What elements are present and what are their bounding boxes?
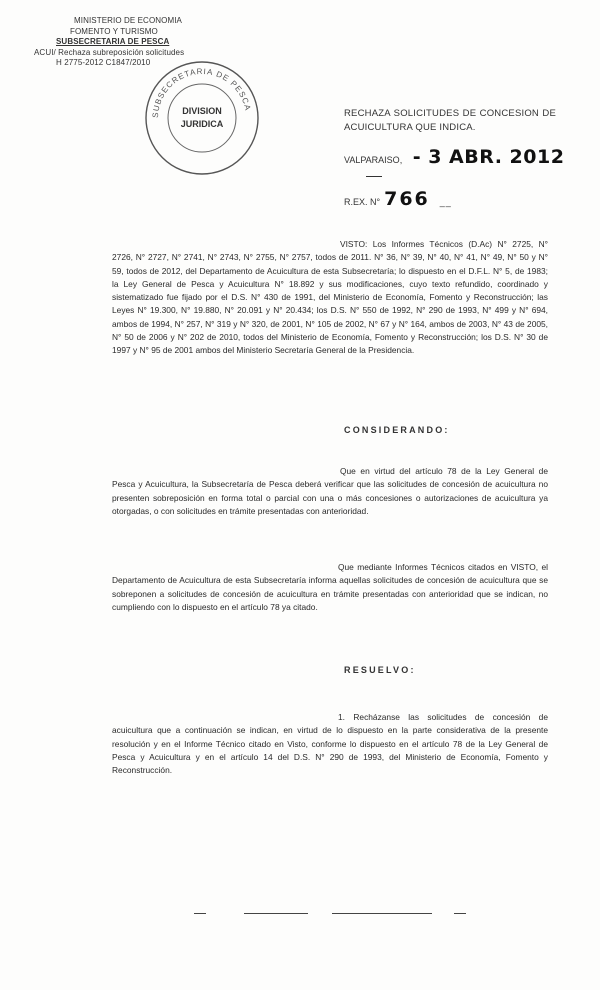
considerando-paragraph-1 <box>112 465 548 518</box>
considerando-1-text: Que en virtud del artículo 78 de la Ley General de Pesca y Acuicultura, la Subsecretaría de Pesca deberá verificar que las solicitudes de concesión de acuicultura no presenten sobreposición en forma total o parcial con una o más concesiones o autorizaciones de acuicultura ya otorgadas, o con solicitudes en trámite presentadas con anterioridad. <box>112 466 548 516</box>
ministry-subtitle: FOMENTO Y TURISMO <box>70 26 158 36</box>
resolution-number-line <box>344 188 452 210</box>
visto-text: VISTO: Los Informes Técnicos (D.Ac) N° 2725, N° 2726, N° 2727, N° 2741, N° 2743, N° 2755, N° 2757, todos de 2011. N° 36, N° 39, N° 40, N° 41, N° 49, N° 50 y N° 59, todos de 2012, del Departamento de Acuicultura de esta Subsecretaría; lo dispuesto en el D.F.L. N° 5, de 1983; la Ley General de Pesca y Acuicultura N° 18.892 y sus modificaciones, cuyo texto refundido, coordinado y sistematizado fue fijado por el D.S. N° 430 de 1991, del Ministerio de Economía, Fomento y Reconstrucción; las Leyes N° 19.300, N° 19.880, N° 20.091 y N° 20.434; los D.S. N° 550 de 1992, N° 290 de 1993, N° 499 y N° 694, ambos de 1994, N° 257, N° 319 y N° 320, de 2001, N° 105 de 2002, N° 67 y N° 164, ambos de 2003, N° 43 de 2005, N° 50 de 2006 y N° 202 de 2010, todos del Ministerio de Economía, Fomento y Reconstrucción; los D.S. N° 30 de 1997 y N° 95 de 2001 ambos del Ministerio Secretaría General de la Presidencia. <box>112 239 548 356</box>
stamp-center-line1: DIVISION <box>182 106 222 116</box>
rex-number: 766 <box>384 188 430 210</box>
resuelvo-1-text: 1. Recházanse las solicitudes de concesión de acuicultura que a continuación se indican, en virtud de lo dispuesto en la parte considerativa de la presente resolución y en el Informe Técnico citado en Visto, conforme lo dispuesto en el artículo 78 de la Ley General de Pesca y Acuicultura y en el artículo 14 del D.S. N° 290 de 1993, del Ministerio de Economía, Fomento y Reconstrucción. <box>112 712 548 776</box>
footer-rule <box>454 913 466 914</box>
short-rule <box>366 176 382 177</box>
ministry-name: MINISTERIO DE ECONOMIA <box>74 16 182 25</box>
division-juridica-stamp <box>140 56 264 180</box>
rex-label: R.EX. N° <box>344 197 381 207</box>
resuelvo-heading: RESUELVO: <box>344 665 416 675</box>
considerando-heading: CONSIDERANDO: <box>344 425 450 435</box>
rex-tail: __ <box>439 197 452 207</box>
date-place: VALPARAISO, <box>344 155 403 165</box>
considerando-paragraph-2 <box>112 561 548 614</box>
stamp-ring-text: SUBSECRETARIA DE PESCA <box>150 66 253 119</box>
visto-paragraph <box>112 238 548 358</box>
date-line <box>344 146 564 168</box>
resuelvo-paragraph-1 <box>112 711 548 777</box>
subsecretaria-name: SUBSECRETARIA DE PESCA <box>56 37 170 46</box>
file-code: H 2775-2012 C1847/2010 <box>56 58 151 67</box>
footer-rule <box>194 913 206 914</box>
footer-rule <box>332 913 432 914</box>
stamp-center-line2: JURIDICA <box>180 119 224 129</box>
resolution-title: RECHAZA SOLICITUDES DE CONCESION DE ACUICULTURA QUE INDICA. <box>344 108 556 133</box>
reference-line: ACUI/ Rechaza subreposición solicitudes <box>34 47 185 57</box>
handwritten-date: - 3 ABR. 2012 <box>412 146 565 168</box>
considerando-2-text: Que mediante Informes Técnicos citados en VISTO, el Departamento de Acuicultura de esta Subsecretaría informa aquellas solicitudes de concesión de acuicultura que se sobreponen a solicitudes de concesión de acuicultura en trámite presentadas con anterioridad que se indican, no cumpliendo con lo dispuesto en el artículo 78 ya citado. <box>112 562 548 612</box>
footer-rule <box>244 913 308 914</box>
